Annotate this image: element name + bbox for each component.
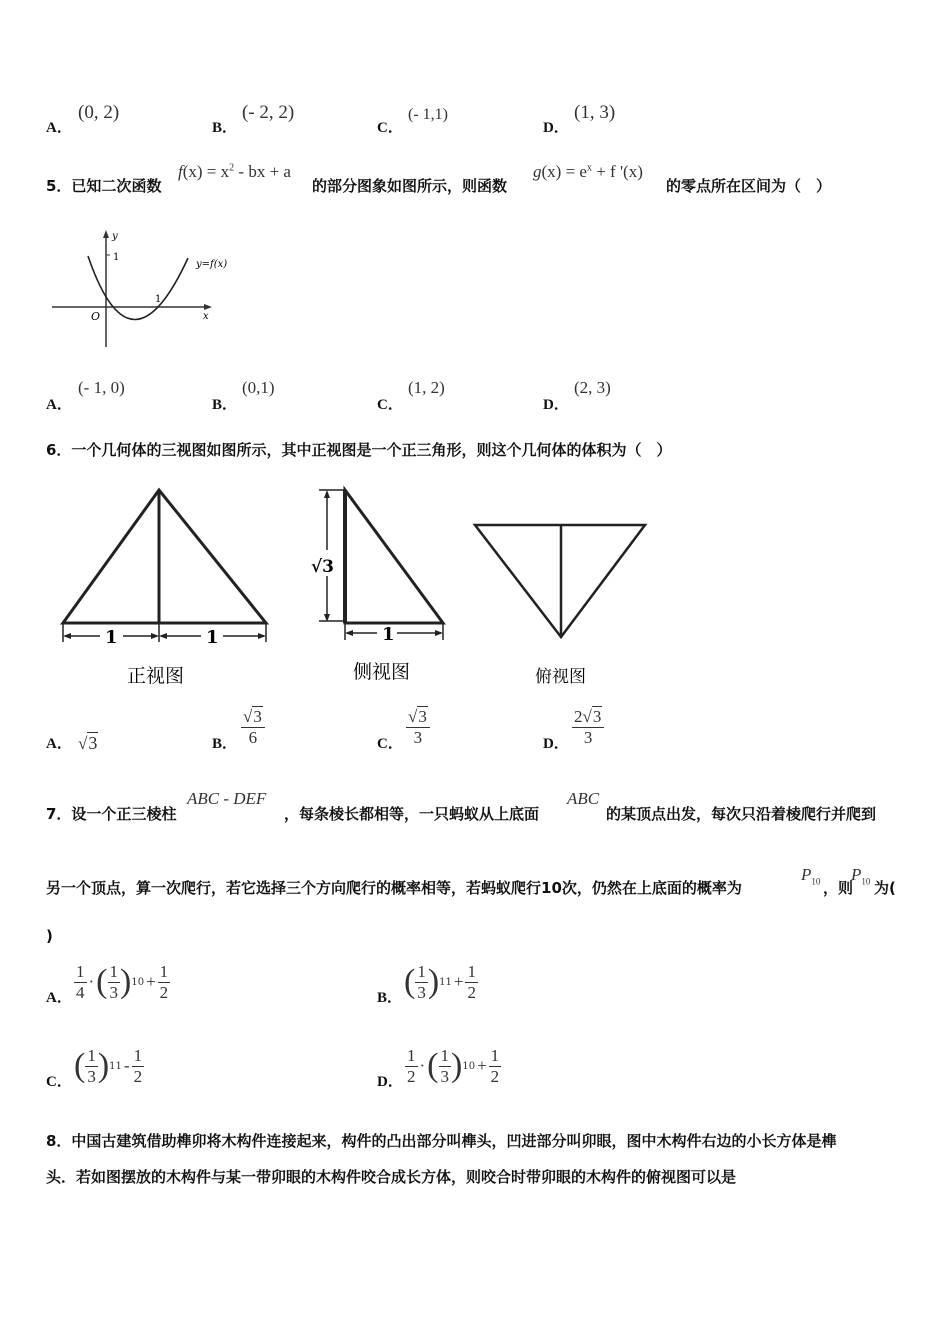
q5-option-b-expr: (0,1) xyxy=(242,378,275,397)
q5-g-expr: $g(x) = e^x + f$ '(x) xyxy=(533,162,643,181)
arrow-head xyxy=(435,630,443,636)
q6-text: 6．一个几何体的三视图如图所示，其中正视图是一个正三角形，则这个几何体的体积为（ ） xyxy=(46,441,672,459)
q7-option-c-expr: ( $\frac{1}{3}$ ) 11 - $\frac{1}{2}$ xyxy=(74,1046,143,1086)
x-axis-arrow xyxy=(204,304,212,310)
q7-option-b-label: B． xyxy=(377,990,403,1006)
exponent: 11 xyxy=(439,976,452,988)
q4-option-b-expr: (- 2, 2) xyxy=(242,102,295,123)
y-tick-label: 1 xyxy=(113,252,120,263)
operator: + xyxy=(477,1056,487,1076)
q7-part3: 的某顶点出发，每次只沿着棱爬行并爬到 xyxy=(606,805,877,823)
origin-label: O xyxy=(91,310,101,323)
top-view-figure xyxy=(465,515,655,695)
x-axis-label: x xyxy=(203,311,209,322)
q7-option-a-expr: $\frac{1}{4}$ · ( $\frac{1}{3}$ ) 10 + $\frac{1}{2}$ xyxy=(76,962,169,1002)
q7-option-b-expr: ( $\frac{1}{3}$ ) 11 + $\frac{1}{2}$ xyxy=(404,962,476,1002)
q5-option-d-label: D． xyxy=(543,397,569,413)
operator: + xyxy=(146,972,156,992)
q4-option-a-label: A． xyxy=(46,120,72,136)
q7-line3: ) xyxy=(46,927,53,945)
q6-option-a-expr: √ 3 xyxy=(78,733,98,753)
q6-option-c-expr: √ 3 3 xyxy=(406,706,430,747)
q7-p10-expr-1: $P_{10}$ xyxy=(801,865,821,887)
right-paren: ) xyxy=(451,1047,463,1085)
q7-prism-expr: ABC - DEF xyxy=(187,789,267,808)
q6-option-b-expr: √ 3 6 xyxy=(241,706,265,747)
front-dim-right: 1 xyxy=(206,627,219,648)
q4-option-d-label: D． xyxy=(543,120,569,136)
curve-label: y=f(x) xyxy=(196,259,228,270)
q7-option-d-expr: $\frac{1}{2}$ · ( $\frac{1}{3}$ ) 10 + $\frac{1}{2}$ xyxy=(407,1046,500,1086)
right-paren: ) xyxy=(427,963,440,1001)
q6-option-d-expr: 2 √ 3 3 xyxy=(572,706,604,747)
right-paren: ) xyxy=(120,963,132,1001)
side-view-triangle xyxy=(345,490,443,623)
right-paren: ) xyxy=(97,1047,110,1085)
left-paren: ( xyxy=(404,963,416,1001)
q4-option-c-expr: (- 1,1) xyxy=(408,106,448,123)
x-tick-label: 1 xyxy=(155,294,162,305)
q8-line1: 8．中国古建筑借助榫卯将木构件连接起来，构件的凸出部分叫榫头，凹进部分叫卯眼，图中木构件右边的小长方体是榫 xyxy=(46,1132,837,1150)
arrow-head xyxy=(151,633,159,639)
arrow-head xyxy=(63,633,71,639)
q5-option-d-expr: (2, 3) xyxy=(574,378,611,397)
q4-option-a-expr: (0, 2) xyxy=(78,102,120,123)
left-paren: ( xyxy=(74,1047,86,1085)
q5-option-c-expr: (1, 2) xyxy=(408,378,445,397)
q7-line2-then: ，则 xyxy=(823,879,854,897)
q7-face-expr: ABC xyxy=(567,789,600,808)
front-view-caption: 正视图 xyxy=(127,665,185,687)
top-view-caption: 俯视图 xyxy=(535,667,586,687)
exponent: 11 xyxy=(109,1060,122,1072)
q6-option-c-label: C． xyxy=(377,736,403,752)
q7-option-a-label: A． xyxy=(46,990,72,1006)
side-dim-label: 1 xyxy=(382,624,395,645)
parabola-curve xyxy=(88,256,188,320)
q7-line2: 另一个顶点，算一次爬行，若它选择三个方向爬行的概率相等，若蚂蚁爬行10次，仍然在上底面的概率为 xyxy=(46,879,742,897)
side-height-label: √3 xyxy=(311,557,335,577)
y-axis-arrow xyxy=(103,230,109,238)
exponent: 10 xyxy=(131,976,145,988)
q6-option-b-label: B． xyxy=(212,736,238,752)
q5-suffix: 的零点所在区间为（ ） xyxy=(666,177,832,195)
q7-option-d-label: D． xyxy=(377,1074,403,1090)
q7-p10-expr-2: $P_{10}$ xyxy=(851,865,871,887)
arrow-head xyxy=(258,633,266,639)
dot-operator: · xyxy=(88,972,95,992)
q6-option-d-label: D． xyxy=(543,736,569,752)
side-view-caption: 侧视图 xyxy=(353,661,411,683)
q7-line2-is: 为( xyxy=(874,879,896,897)
q5-option-a-expr: (- 1, 0) xyxy=(78,378,125,397)
left-paren: ( xyxy=(96,963,108,1001)
side-view-figure xyxy=(305,480,455,695)
q7-part1: 7．设一个正三棱柱 xyxy=(46,805,177,823)
exponent: 10 xyxy=(462,1060,476,1072)
q5-option-b-label: B． xyxy=(212,397,238,413)
left-paren: ( xyxy=(427,1047,439,1085)
front-dim-left: 1 xyxy=(105,627,118,648)
q5-middle: 的部分图象如图所示，则函数 xyxy=(312,177,508,195)
arrow-head xyxy=(345,630,353,636)
q5-parabola-graph xyxy=(46,222,246,352)
operator: - xyxy=(123,1056,130,1076)
q5-f-expr: $f(x) = x^2$ - bx + a xyxy=(178,162,291,181)
q8-line2: 头．若如图摆放的木构件与某一带卯眼的木构件咬合成长方体，则咬合时带卯眼的木构件的俯视图可以是 xyxy=(46,1168,737,1186)
q5-prefix: 5．已知二次函数 xyxy=(46,177,162,195)
y-axis-label: y xyxy=(112,231,118,242)
dot-operator: · xyxy=(419,1056,426,1076)
front-view-triangle xyxy=(63,490,266,623)
q5-option-c-label: C． xyxy=(377,397,403,413)
q5-option-a-label: A． xyxy=(46,397,72,413)
operator: + xyxy=(453,972,464,992)
q7-part2: ，每条棱长都相等，一只蚂蚁从上底面 xyxy=(284,805,540,823)
q4-option-c-label: C． xyxy=(377,120,403,136)
q4-option-d-expr: (1, 3) xyxy=(574,102,616,123)
q4-option-b-label: B． xyxy=(212,120,238,136)
q6-option-a-label: A． xyxy=(46,736,72,752)
arrow-head xyxy=(324,490,330,498)
front-view-figure xyxy=(55,480,280,695)
q7-option-c-label: C． xyxy=(46,1074,72,1090)
arrow-head xyxy=(159,633,167,639)
